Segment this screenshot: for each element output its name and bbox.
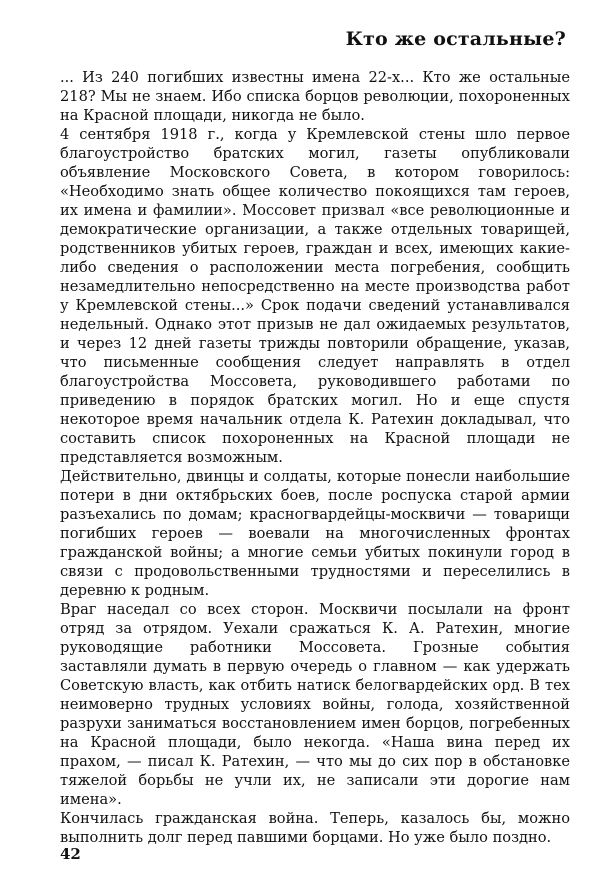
paragraph-1: ... Из 240 погибших известны имена 22-х... Кто же остальные 218? Мы не знаем. Ибо списка борцов революции, похороненных на Красной площади, никогда не было.: [60, 69, 570, 124]
body-text: [60, 68, 570, 847]
section-heading: Кто же остальные?: [345, 28, 566, 50]
paragraph-5: Кончилась гражданская война. Теперь, казалось бы, можно выполнить долг перед павшими борцами. Но уже было поздно.: [60, 810, 570, 846]
paragraph-4: Враг наседал со всех сторон. Москвичи посылали на фронт отряд за отрядом. Уехали сражаться К. А. Ратехин, многие руководящие работники Моссовета. Грозные события заставляли думать в первую очередь о главном — как удержать Советскую власть, как отбить натиск белогвардейских орд. В тех неимоверно трудных условиях войны, голода, хозяйственной разрухи заниматься восстановлением имен борцов, погребенных на Красной площади, было некогда. «Наша вина перед их прахом, — писал К. Ратехин, — что мы до сих пор в обстановке тяжелой борьбы не учли их, не записали эти дорогие нам имена».: [60, 601, 570, 808]
paragraph-2: 4 сентября 1918 г., когда у Кремлевской стены шло первое благоустройство братских могил, газеты опубликовали объявление Московского Совета, в котором говорилось: «Необходимо знать общее количество покоящихся там героев, их имена и фамилии». Моссовет призвал «все революционные и демократические организации, а также отдельных товарищей, родственников убитых героев, граждан и всех, имеющих какие-либо сведения о расположении места погребения, сообщить незамедлительно непосредственно на месте производства работ у Кремлевской стены...» Срок подачи сведений устанавливался недельный. Однако этот призыв не дал ожидаемых результатов, и через 12 дней газеты трижды повторили обращение, указав, что письменные сообщения следует направлять в отдел благоустройства Моссовета, руководившего работами по приведению в порядок братских могил. Но и еще спустя некоторое время начальник отдела К. Ратехин докладывал, что составить список похороненных на Красной площади не представляется возможным.: [60, 126, 570, 466]
page-number: 42: [60, 845, 81, 863]
book-page: [60, 0, 570, 887]
paragraph-3: Действительно, двинцы и солдаты, которые понесли наибольшие потери в дни октябрьских боев, после роспуска старой армии разъехались по домам; красногвардейцы-москвичи — товарищи погибших героев — воевали на многочисленных фронтах гражданской войны; а многие семьи убитых покинули город в связи с продовольственными трудностями и переселились в деревню к родным.: [60, 468, 570, 599]
